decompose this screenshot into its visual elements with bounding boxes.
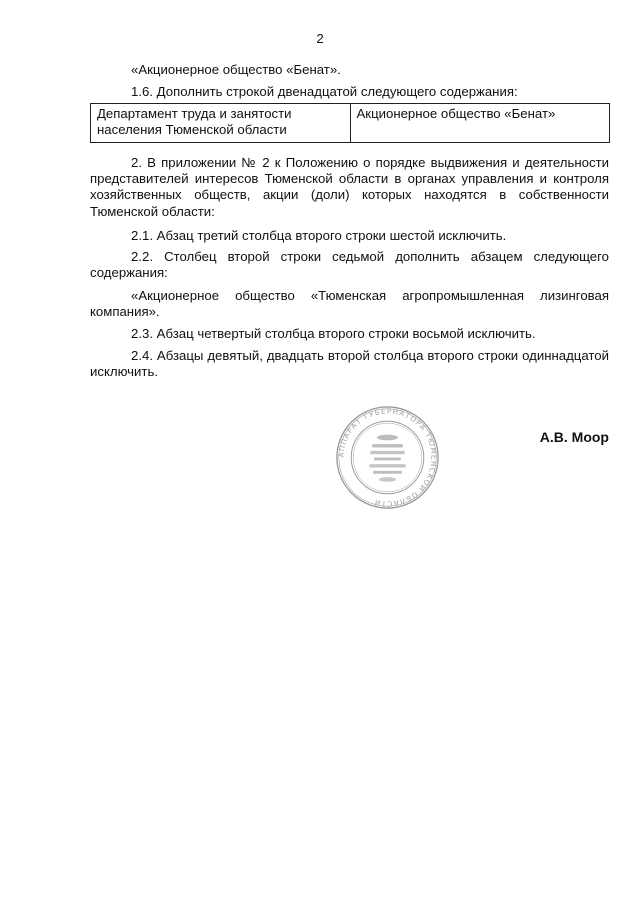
seal-emblem [369,435,405,482]
paragraph-1: «Акционерное общество «Бенат». [131,62,341,77]
paragraph-4: 2.1. Абзац третий столбца второго строки шестой исключить. [131,228,507,243]
table-row [91,104,610,143]
paragraph-7: 2.3. Абзац четвертый столбца второго строки восьмой исключить. [131,326,536,341]
official-seal-stamp [335,405,440,510]
paragraph-3: 2. В приложении № 2 к Положению о порядке выдвижения и деятельности представителей интересов Тюменской области в органах управления и контроля хозяйственных обществ, акции (доли) которых находятся в собственности Тюменской области: [90,155,609,219]
paragraph-6: «Акционерное общество «Тюменская агропромышленная лизинговая компания». [90,288,609,320]
paragraph-8: 2.4. Абзацы девятый, двадцать второй столбца второго строки одиннадцатой исключить. [90,348,609,380]
inserted-row-table [90,103,610,143]
paragraph-2: 1.6. Дополнить строкой двенадцатой следующего содержания: [131,84,518,99]
table-cell-company: Акционерное общество «Бенат» [350,104,610,143]
paragraph-5: 2.2. Столбец второй строки седьмой дополнить абзацем следующего содержания: [90,249,609,281]
seal-text: АППАРАТ ГУБЕРНАТОРА ТЮМЕНСКОЙ ОБЛАСТИ [336,406,439,509]
signature-name: А.В. Моор [539,429,609,445]
page-number: 2 [316,31,324,46]
table-cell-department: Департамент труда и занятости населения Тюменской области [91,104,351,143]
